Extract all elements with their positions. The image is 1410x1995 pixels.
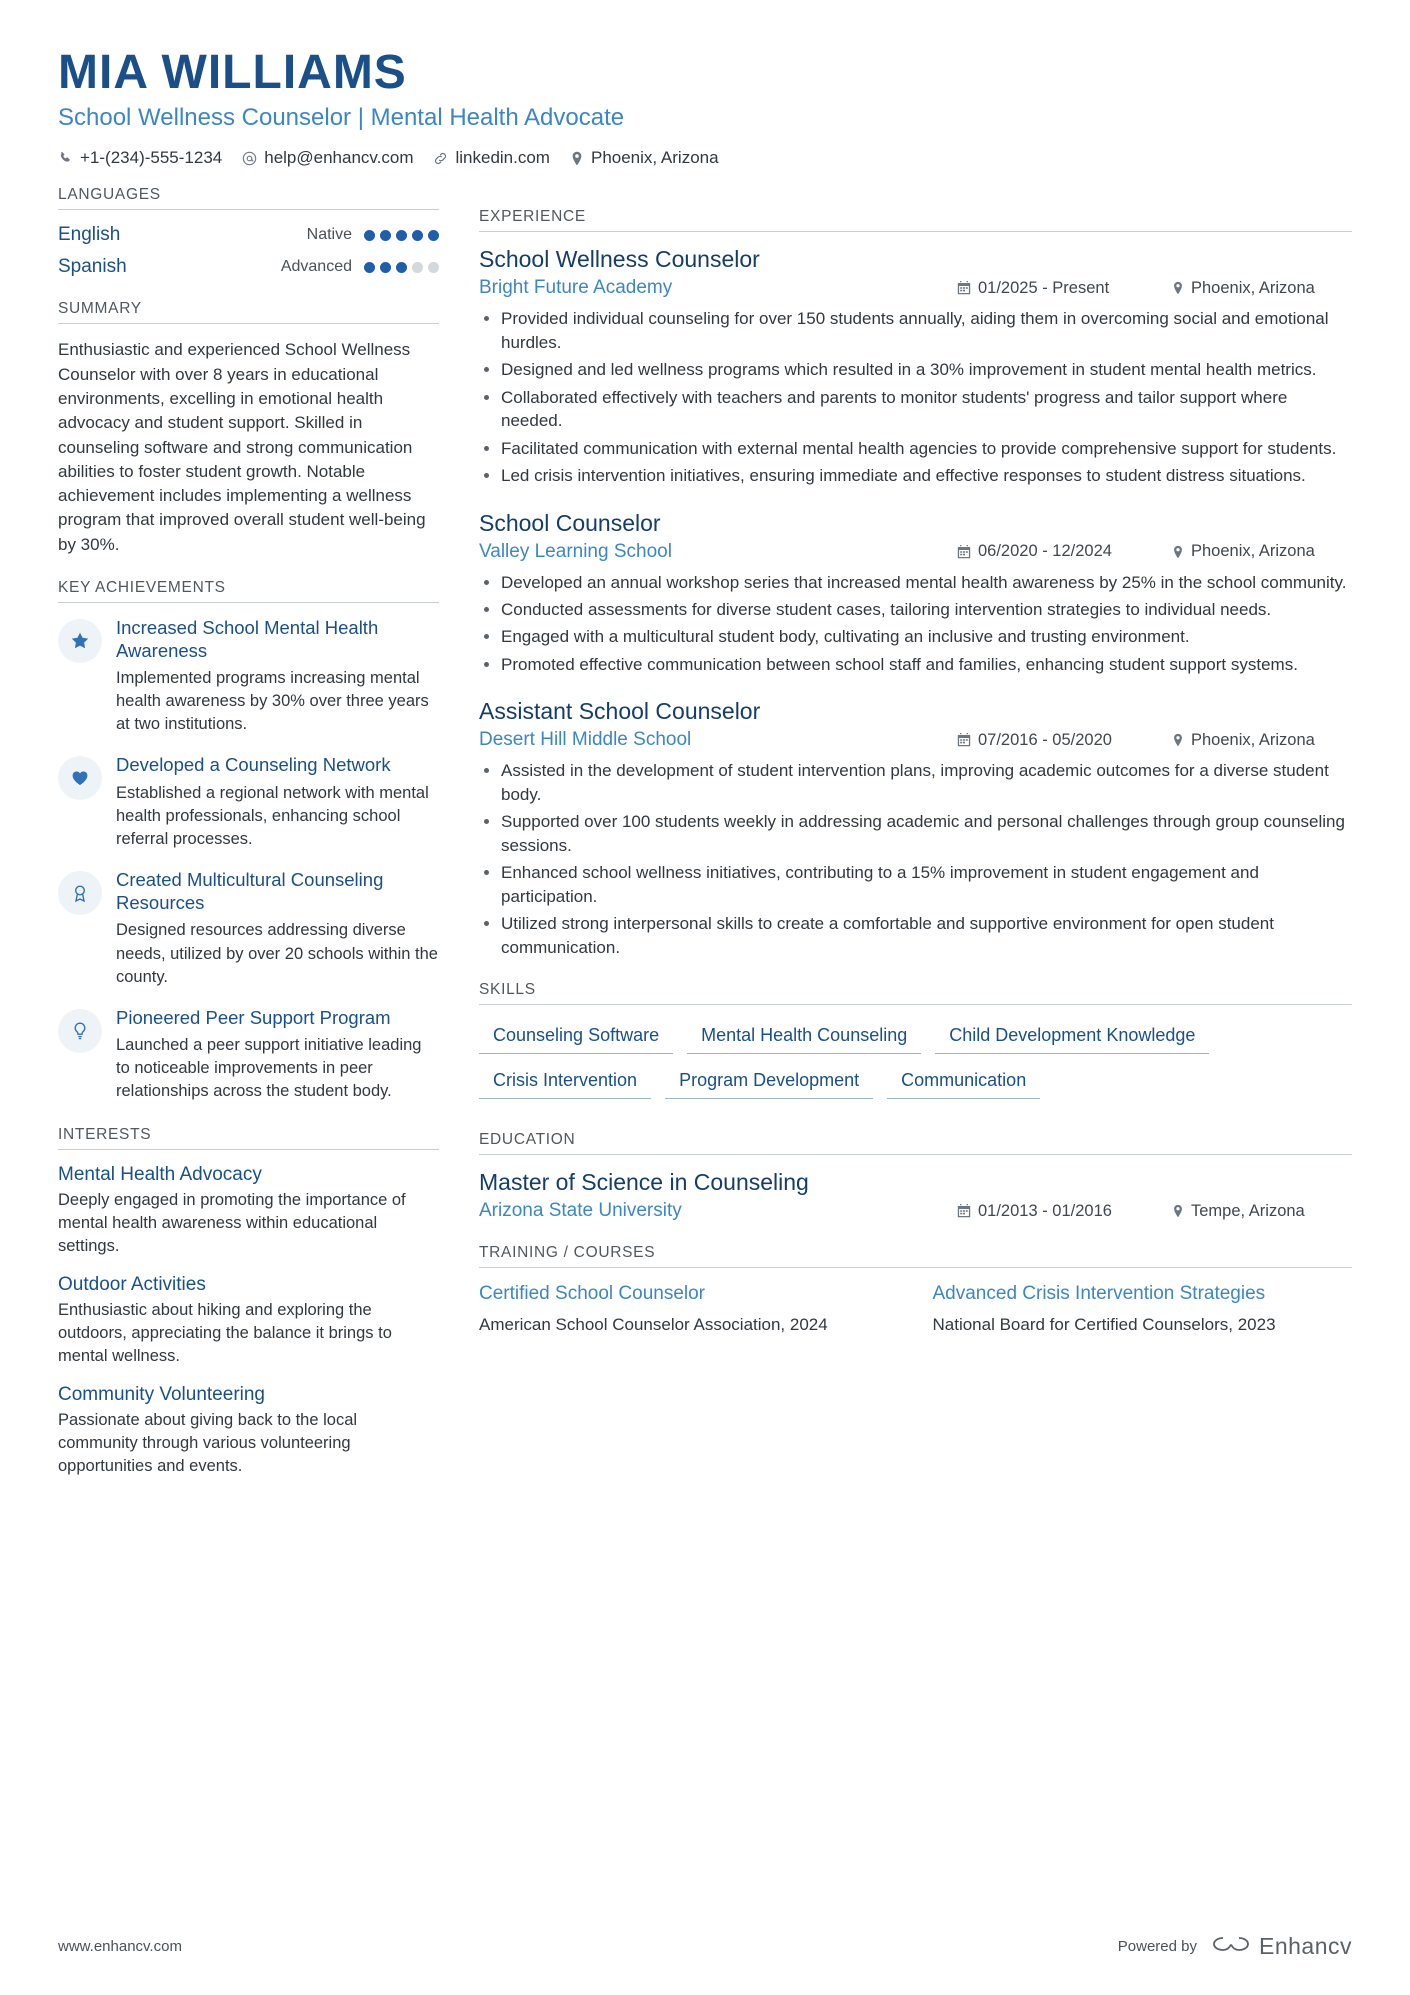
skill-tag: Communication: [887, 1064, 1040, 1099]
contact-email-text: help@enhancv.com: [264, 148, 414, 168]
achievement-title: Developed a Counseling Network: [116, 754, 391, 776]
section-title-languages: LANGUAGES: [58, 186, 439, 210]
interest-title: Community Volunteering: [58, 1384, 265, 1406]
training-item: [933, 1282, 1353, 1337]
achievement-desc: Established a regional network with mental health professionals, enhancing school referral processes.: [116, 784, 429, 849]
link-icon: [433, 151, 448, 166]
skill-tag: Mental Health Counseling: [687, 1019, 921, 1054]
education-meta: [479, 1200, 1352, 1222]
job-location-text: Phoenix, Arizona: [1191, 730, 1315, 749]
job-company: Valley Learning School: [479, 540, 672, 562]
training-item: [479, 1282, 899, 1337]
job-title: Assistant School Counselor: [479, 698, 761, 725]
training-title: Certified School Counselor: [479, 1283, 706, 1304]
job-meta: [479, 541, 1352, 563]
interest-item: [58, 1274, 439, 1368]
section-title-interests: INTERESTS: [58, 1126, 439, 1150]
training-list: [479, 1282, 1352, 1337]
education-item: [479, 1169, 1352, 1222]
section-title-education: EDUCATION: [479, 1131, 1352, 1155]
professional-headline: School Wellness Counselor | Mental Health Advocate: [58, 104, 625, 132]
achievement-item: [58, 617, 439, 736]
education-location-text: Tempe, Arizona: [1191, 1201, 1305, 1220]
job-title: School Counselor: [479, 509, 661, 536]
right-column: [473, 186, 1352, 1336]
job-dates: [957, 542, 1172, 561]
achievement-desc: Designed resources addressing diverse needs, utilized by over 20 schools within the county.: [116, 921, 438, 986]
language-level: Advanced: [280, 258, 352, 276]
education-dates: [957, 1202, 1172, 1221]
language-name: Spanish: [58, 256, 127, 278]
star-icon: [58, 619, 102, 663]
achievements-list: [58, 617, 439, 1104]
interest-title: Mental Health Advocacy: [58, 1163, 262, 1185]
skill-tag: Counseling Software: [479, 1019, 673, 1054]
language-item: [58, 256, 439, 278]
job-bullet: • Designed and led wellness programs which resulted in a 30% improvement in student mental health metrics.: [501, 358, 1352, 381]
job-bullet: • Enhanced school wellness initiatives, contributing to a 15% improvement in student engagement and participation.: [501, 861, 1352, 908]
footer-branding: [1118, 1932, 1352, 1961]
language-level: Native: [306, 226, 352, 244]
achievement-desc: Launched a peer support initiative leading to noticeable improvements in peer relationships across the student body.: [116, 1036, 422, 1101]
interest-item: [58, 1164, 439, 1258]
location-pin-icon: [1172, 733, 1184, 747]
job-bullet: • Conducted assessments for diverse student cases, tailoring intervention strategies to individual needs.: [501, 598, 1352, 621]
job-bullets: [479, 307, 1352, 487]
experience-item: [479, 510, 1352, 677]
interest-desc: Enthusiastic about hiking and exploring the outdoors, appreciating the balance it brings to mental wellness.: [58, 1300, 392, 1366]
education-degree: Master of Science in Counseling: [479, 1169, 809, 1195]
contact-phone-text: +1-(234)-555-1234: [80, 148, 223, 168]
job-bullet: • Utilized strong interpersonal skills to create a comfortable and supportive environment for open student communication.: [501, 912, 1352, 959]
achievement-item: [58, 869, 439, 988]
left-column: [58, 186, 473, 1494]
location-pin-icon: [1172, 1204, 1184, 1218]
section-title-skills: SKILLS: [479, 981, 1352, 1005]
contact-email[interactable]: [242, 148, 413, 168]
training-title: Advanced Crisis Intervention Strategies: [932, 1283, 1266, 1304]
education-dates-text: 01/2013 - 01/2016: [978, 1201, 1112, 1220]
contact-phone[interactable]: [58, 148, 222, 168]
job-bullet: • Assisted in the development of student intervention plans, improving academic outcomes for a diverse student body.: [501, 759, 1352, 806]
powered-by-label: Powered by: [1117, 1938, 1197, 1955]
job-bullet: • Led crisis intervention initiatives, ensuring immediate and effective responses to student distress situations.: [501, 464, 1352, 487]
lightbulb-icon: [58, 1009, 102, 1053]
location-pin-icon: [570, 151, 584, 166]
job-dates-text: 01/2025 - Present: [978, 278, 1110, 297]
job-meta: [479, 277, 1352, 299]
contact-row: [58, 148, 1352, 168]
brand-logo: [1211, 1932, 1352, 1961]
calendar-icon: [957, 281, 971, 295]
achievement-title: Increased School Mental Health Awareness: [116, 617, 379, 661]
job-dates-text: 06/2020 - 12/2024: [978, 542, 1112, 561]
interest-item: [58, 1384, 439, 1478]
job-bullet: • Collaborated effectively with teachers and parents to monitor students' progress and tailor support where needed.: [501, 386, 1352, 433]
contact-location-text: Phoenix, Arizona: [590, 148, 719, 168]
footer-url[interactable]: www.enhancv.com: [58, 1938, 182, 1955]
achievement-title: Pioneered Peer Support Program: [116, 1006, 391, 1028]
summary-text: Enthusiastic and experienced School Wellness Counselor with over 8 years in educational environments, excelling in emotional health advocacy and student support. Skilled in counseling software and strong communication abilities to foster student growth. Notable achievement includes implementing a wellness program that improved overall student well-being by 30%.: [58, 340, 426, 554]
contact-location: [570, 148, 719, 168]
job-location-text: Phoenix, Arizona: [1191, 278, 1315, 297]
section-title-key-achievements: KEY ACHIEVEMENTS: [58, 579, 439, 603]
contact-link-text: linkedin.com: [455, 148, 550, 168]
award-ribbon-icon: [58, 871, 102, 915]
job-title: School Wellness Counselor: [479, 246, 760, 273]
job-bullet: • Promoted effective communication between school staff and families, enhancing student support systems.: [501, 653, 1352, 676]
training-desc: American School Counselor Association, 2024: [479, 1315, 828, 1335]
experience-item: [479, 246, 1352, 487]
job-dates-text: 07/2016 - 05/2020: [978, 730, 1112, 749]
resume-body: [58, 186, 1352, 1494]
language-rating-dots: [364, 262, 439, 273]
achievement-item: [58, 1007, 439, 1104]
job-bullet: • Engaged with a multicultural student body, cultivating an inclusive and trusting environment.: [501, 625, 1352, 648]
language-item: [58, 224, 439, 246]
job-bullet: • Provided individual counseling for over 150 students annually, aiding them in overcoming social and emotional hurdles.: [501, 307, 1352, 354]
language-level-group: [281, 258, 439, 276]
skill-tag: Child Development Knowledge: [935, 1019, 1209, 1054]
job-bullets: [479, 571, 1352, 677]
job-dates: [957, 731, 1172, 750]
education-school: Arizona State University: [479, 1200, 682, 1221]
section-title-experience: EXPERIENCE: [479, 208, 1352, 232]
language-level-group: [307, 226, 439, 244]
contact-link[interactable]: [433, 148, 550, 168]
job-location: [1172, 279, 1352, 298]
job-location: [1172, 731, 1352, 750]
calendar-icon: [957, 545, 971, 559]
heart-icon: [58, 756, 102, 800]
section-title-summary: SUMMARY: [58, 300, 439, 324]
interest-desc: Passionate about giving back to the local community through various volunteering opportunities and events.: [58, 1411, 358, 1476]
job-company: Desert Hill Middle School: [479, 729, 692, 751]
page-footer: [58, 1932, 1352, 1961]
enhancv-mark-icon: [1211, 1932, 1251, 1961]
achievement-item: [58, 754, 439, 851]
skills-list: [479, 1019, 1352, 1109]
language-rating-dots: [364, 230, 439, 241]
job-bullets: [479, 759, 1352, 959]
job-bullet: • Developed an annual workshop series that increased mental health awareness by 25% in the school community.: [501, 571, 1352, 594]
email-icon: [242, 151, 257, 166]
interest-desc: Deeply engaged in promoting the importance of mental health awareness within educational settings.: [58, 1190, 406, 1255]
job-location-text: Phoenix, Arizona: [1191, 542, 1315, 561]
job-bullet: • Facilitated communication with external mental health agencies to provide comprehensive support for students.: [501, 437, 1352, 460]
interest-title: Outdoor Activities: [58, 1273, 206, 1295]
skill-tag: Crisis Intervention: [479, 1064, 651, 1099]
phone-icon: [58, 151, 73, 166]
job-bullet: • Supported over 100 students weekly in addressing academic and personal challenges through group counseling sessions.: [501, 810, 1352, 857]
job-meta: [479, 729, 1352, 751]
education-location: [1172, 1202, 1352, 1221]
achievement-title: Created Multicultural Counseling Resources: [116, 869, 384, 913]
skill-tag: Program Development: [665, 1064, 873, 1099]
section-title-training: TRAINING / COURSES: [479, 1244, 1352, 1268]
achievement-desc: Implemented programs increasing mental health awareness by 30% over three years at two institutions.: [116, 669, 429, 734]
page-title: MIA WILLIAMS: [58, 46, 407, 99]
language-name: English: [58, 224, 121, 246]
resume-header: [58, 48, 1352, 168]
job-company: Bright Future Academy: [479, 277, 673, 299]
languages-list: [58, 224, 439, 278]
calendar-icon: [957, 733, 971, 747]
job-location: [1172, 542, 1352, 561]
location-pin-icon: [1172, 545, 1184, 559]
calendar-icon: [957, 1204, 971, 1218]
experience-item: [479, 698, 1352, 959]
job-dates: [957, 279, 1172, 298]
location-pin-icon: [1172, 281, 1184, 295]
interests-list: [58, 1164, 439, 1479]
training-desc: National Board for Certified Counselors, 2023: [932, 1315, 1276, 1335]
brand-name: Enhancv: [1258, 1933, 1352, 1959]
